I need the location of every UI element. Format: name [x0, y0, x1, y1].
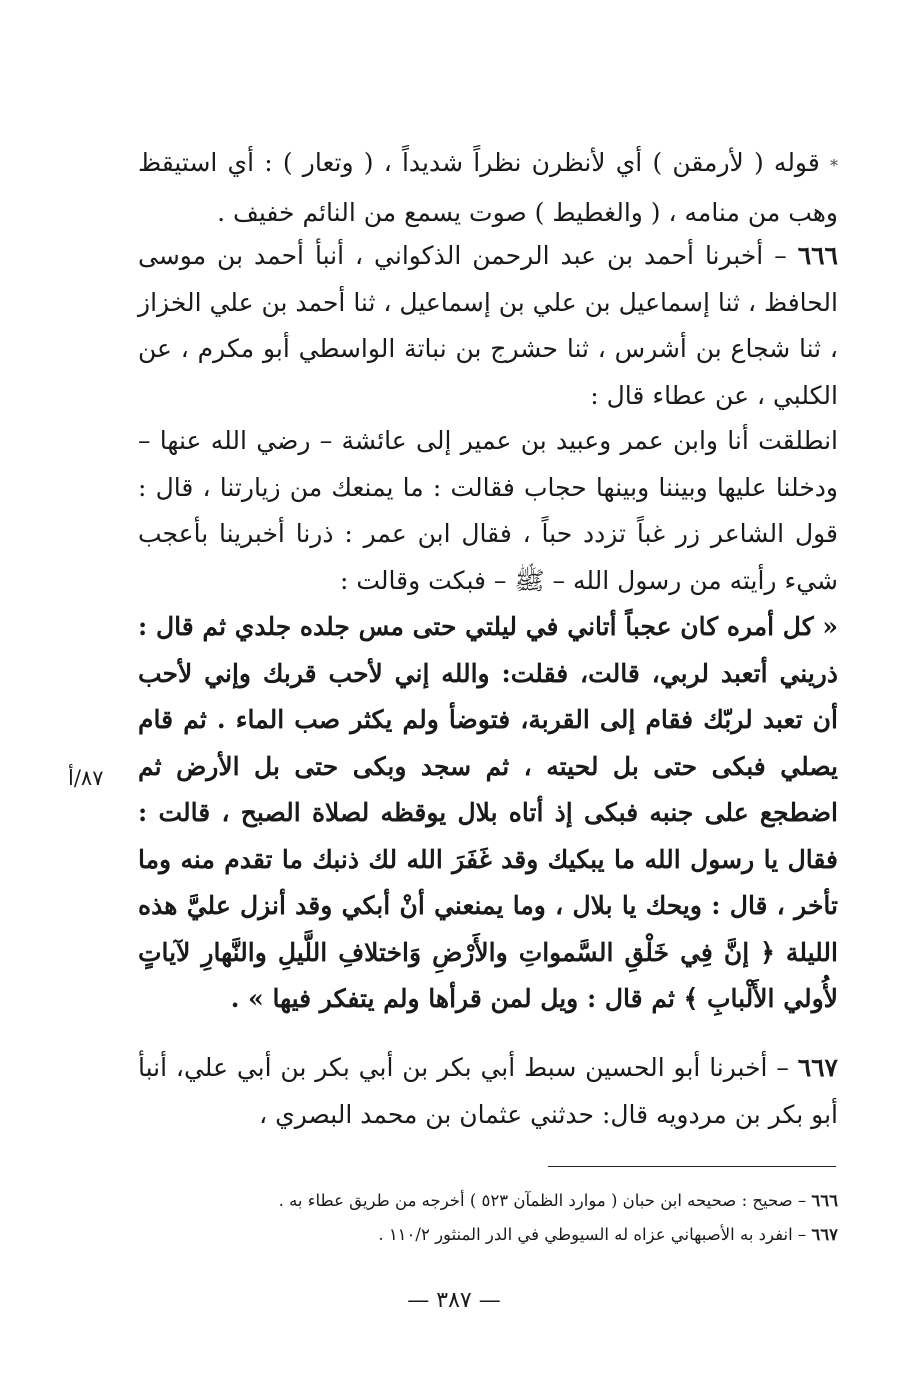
- hadith-666-isnad-text: – أخبرنا أحمد بن عبد الرحمن الذكواني ، أنبأ أحمد بن موسى الحافظ ، ثنا إسماعيل بن علي بن إسماعيل ، ثنا أحمد بن علي الخزاز ، ثنا شجاع بن أشرس ، ثنا حشرج بن نباتة الواسطي أبو مكرم ، عن الكلبي ، عن عطاء قال :: [138, 241, 838, 410]
- commentary-paragraph: [138, 140, 838, 236]
- footnote-text: – صحيح : صحيحه ابن حبان ( موارد الظمآن ٥٢٣ ) أخرجه من طريق عطاء به .: [278, 1191, 807, 1210]
- hadith-number-667: ٦٦٧: [797, 1053, 838, 1082]
- hadith-number-666: ٦٦٦: [797, 241, 838, 270]
- manuscript-folio-note: ٨٧/أ: [68, 766, 104, 790]
- hadith-666-isnad: [138, 233, 838, 419]
- hadith-666-narrative: [138, 418, 838, 604]
- footnote-number: ٦٦٦: [811, 1191, 838, 1210]
- footnote-divider: [548, 1166, 836, 1167]
- hadith-666-narrative-text: انطلقت أنا وابن عمر وعبيد بن عمير إلى عائشة – رضي الله عنها – ودخلنا عليها وبيننا وبينها حجاب فقالت : ما يمنعك من زيارتنا ، قال : قول الشاعر زر غباً تزدد حباً ، فقال ابن عمر : ذرنا أخبرينا بأعجب شيء رأيته من رسول الله – ﷺ – فبكت وقالت :: [138, 426, 838, 595]
- footnote-number: ٦٦٧: [811, 1225, 838, 1244]
- commentary-text: قوله ( لأرمقن ) أي لأنظرن نظراً شديداً ، ( وتعار ) : أي استيقظ وهب من منامه ، ( والغطيط ) صوت يسمع من النائم خفيف .: [138, 148, 838, 227]
- footnote-666: [100, 1184, 838, 1218]
- footnotes: [100, 1184, 838, 1252]
- asterisk-marker: *: [830, 156, 839, 175]
- hadith-666-quote-text: « كل أمره كان عجباً أتاني في ليلتي حتى مس جلده جلدي ثم قال : ذريني أتعبد لربي، قالت، فقلت: والله إني لأحب قربك وإني لأحب أن تعبد لربّك فقام إلى القربة، فتوضأ ولم يكثر صب الماء . ثم قام يصلي فبكى حتى بل لحيته ، ثم سجد وبكى حتى بل الأرض ثم اضطجع على جنبه فبكى إذ أتاه بلال يوقظه لصلاة الصبح ، قالت : فقال يا رسول الله ما يبكيك وقد غَفَرَ الله لك ذنبك ما تقدم منه وما تأخر ، قال : ويحك يا بلال ، وما يمنعني أنْ أبكي وقد أنزل عليَّ هذه الليلة ﴿ إنَّ فِي خَلْقِ السَّمواتِ والأَرْضِ وَاختلافِ اللَّيلِ والنَّهارِ لآياتٍ لأُولي الأَلْبابِ ﴾ ثم قال : ويل لمن قرأها ولم يتفكر فيها » .: [138, 612, 838, 1013]
- footnote-667: [100, 1218, 838, 1252]
- hadith-666-quote: [138, 604, 838, 1023]
- hadith-667-text: – أخبرنا أبو الحسين سبط أبي بكر بن أبي بكر بن أبي علي، أنبأ أبو بكر بن مردويه قال: حدثني عثمان بن محمد البصري ،: [138, 1053, 838, 1129]
- page-number: — ٣٨٧ —: [407, 1288, 501, 1313]
- hadith-667: [138, 1045, 838, 1138]
- footnote-text: – انفرد به الأصبهاني عزاه له السيوطي في الدر المنثور ١١٠/٢ .: [378, 1225, 807, 1244]
